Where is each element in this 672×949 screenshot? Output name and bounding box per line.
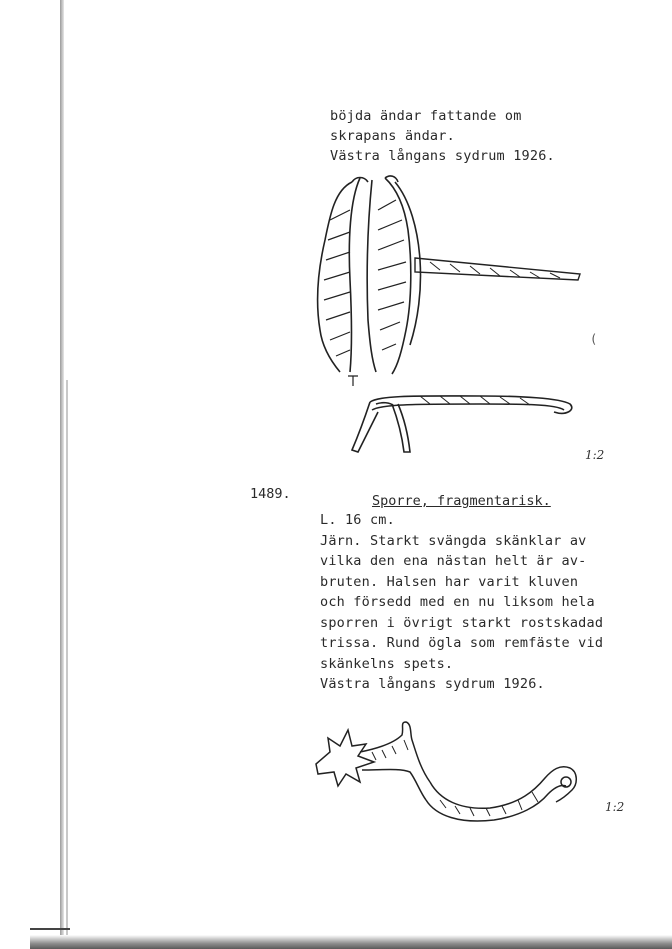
text-line: Järn. Starkt svängda skänklar av [320,532,587,549]
text-line: Västra långans sydrum 1926. [330,148,555,164]
text-line: bruten. Halsen har varit kluven [320,573,579,590]
text-line: skänkelns spets. [320,655,454,672]
text-line: Västra långans sydrum 1926. [320,676,545,692]
text-line: L. 16 cm. [320,512,395,528]
text-line: sporren i övrigt starkt rostskadad [320,614,604,631]
text-line: och försedd med en nu liksom hela [320,594,595,610]
catalog-number: 1489. [250,486,291,502]
text-line: skrapans ändar. [330,128,455,144]
entry-title: Sporre, fragmentarisk. [372,493,551,509]
margin-mark: ( [590,332,598,346]
page-bottom-edge [30,935,672,949]
text-line: trissa. Rund ögla som remfäste vid [320,635,604,651]
scale-label: 1:2 [605,800,625,814]
text-line: vilka den ena nästan helt är av- [320,553,587,569]
scale-label: 1:2 [585,448,605,462]
text-line: böjda ändar fattande om [330,108,522,124]
